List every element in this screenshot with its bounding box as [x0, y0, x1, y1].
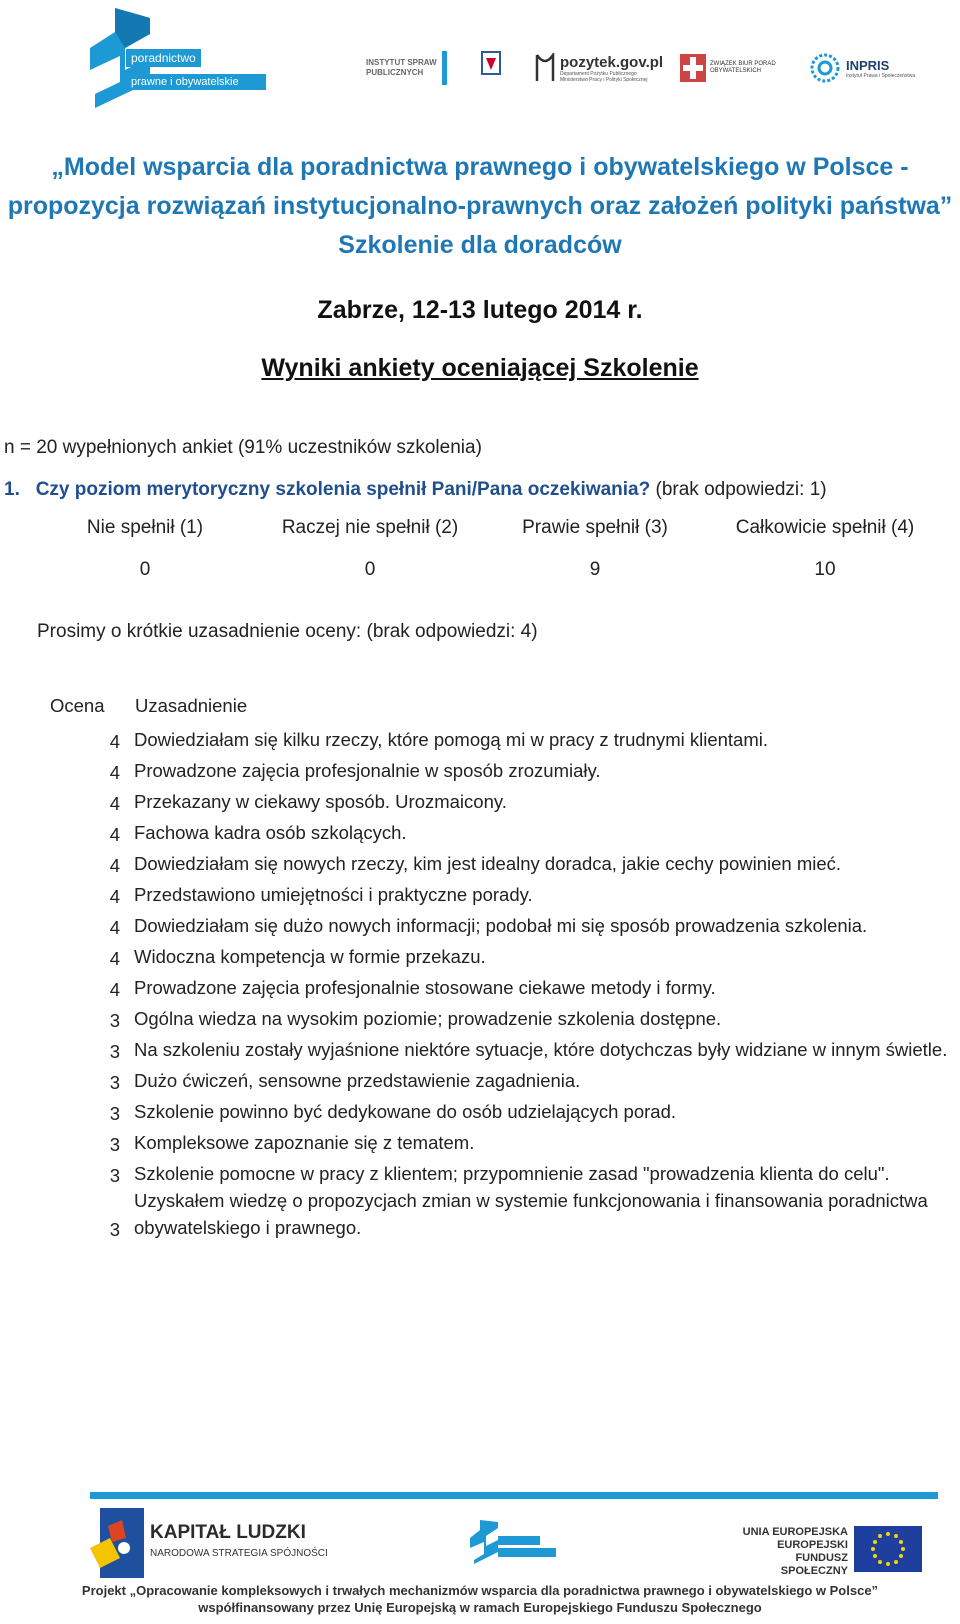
- footer-logos: [90, 1500, 938, 1580]
- answer-score: 3: [109, 1103, 120, 1124]
- table-row: [44, 1156, 954, 1187]
- question-1: [4, 479, 827, 501]
- table-row: [44, 1032, 954, 1063]
- header-score: Ocena: [50, 695, 105, 716]
- scale-label-2: Raczej nie spełnił (2): [281, 517, 459, 538]
- ministry-emblem-icon: [476, 48, 516, 88]
- table-row: [44, 908, 954, 939]
- answer-score: 4: [109, 855, 120, 876]
- answer-reason: Na szkoleniu zostały wyjaśnione niektóre sytuacje, które dotychczas były widziane w innym świetle.: [134, 1039, 948, 1060]
- document-title-line3: Szkolenie dla doradców: [338, 231, 622, 259]
- scale-value-2: 0: [364, 559, 376, 580]
- scale-label-4: Całkowicie spełnił (4): [735, 517, 915, 538]
- table-row: [44, 877, 954, 908]
- answer-score: 4: [109, 731, 120, 752]
- partner-logo-inpris: INPRIS Instytut Prawa i Społeczeństwa: [808, 48, 928, 88]
- answer-score: 4: [109, 948, 120, 969]
- logo-text-line1: poradnictwo: [126, 49, 201, 67]
- answer-reason: Szkolenie powinno być dedykowane do osób udzielających porad.: [134, 1101, 676, 1122]
- answer-score: 3: [109, 1072, 120, 1093]
- isp-bar-icon: [442, 51, 447, 85]
- question-number: 1.: [4, 479, 20, 500]
- inpris-sun-icon: [808, 51, 842, 85]
- footer-project-line2: współfinansowany przez Unię Europejską w ramach Europejskiego Funduszu Społecznego: [198, 1600, 762, 1615]
- answer-score: 3: [109, 1219, 120, 1240]
- eu-line1: UNIA EUROPEJSKA: [742, 1526, 848, 1538]
- eu-line2: EUROPEJSKI: [777, 1539, 848, 1551]
- table-row: [44, 970, 954, 1001]
- answer-reason: Dużo ćwiczeń, sensowne przedstawienie zagadnienia.: [134, 1070, 581, 1091]
- place-date: Zabrze, 12-13 lutego 2014 r.: [317, 296, 643, 324]
- table-row: [44, 753, 954, 784]
- answer-reason: Prowadzone zajęcia profesjonalnie stosowane ciekawe metody i formy.: [134, 977, 716, 998]
- answer-reason: Szkolenie pomocne w pracy z klientem; przypomnienie zasad "prowadzenia klienta do celu".: [134, 1163, 890, 1184]
- answer-score: 4: [109, 979, 120, 1000]
- scale-value-4: 10: [814, 559, 836, 580]
- footer-project-text: [0, 1582, 960, 1616]
- table-row: [44, 939, 954, 970]
- partner-logo-pozytek: pozytek.gov.pl Departament Pożytku Publicznego Ministerstwo Pracy i Polityki Społecznej: [534, 48, 664, 88]
- answer-reason: Dowiedziałam się dużo nowych informacji; podobał mi się sposób prowadzenia szkolenia.: [134, 915, 868, 936]
- eu-line3: FUNDUSZ SPOŁECZNY: [780, 1552, 848, 1577]
- answer-reason: Kompleksowe zapoznanie się z tematem.: [134, 1132, 475, 1153]
- justification-prompt: Prosimy o krótkie uzasadnienie oceny: (brak odpowiedzi: 4): [37, 621, 538, 642]
- answer-score: 4: [109, 886, 120, 907]
- answer-reason: Dowiedziałam się kilku rzeczy, które pomogą mi w pracy z trudnymi klientami.: [134, 729, 768, 750]
- answer-score: 3: [109, 1010, 120, 1031]
- kl-subtitle: NARODOWA STRATEGIA SPÓJNOŚCI: [150, 1548, 328, 1559]
- table-row: [44, 784, 954, 815]
- answer-score: 4: [109, 762, 120, 783]
- answer-score: 4: [109, 917, 120, 938]
- answer-score: 3: [109, 1134, 120, 1155]
- answer-score: 4: [109, 824, 120, 845]
- table-row: [44, 1001, 954, 1032]
- table-row: [44, 1063, 954, 1094]
- answer-reason: Widoczna kompetencja w formie przekazu.: [134, 946, 486, 967]
- eu-text: [730, 1526, 848, 1578]
- footer-divider: [90, 1492, 938, 1499]
- document-title-line2: propozycja rozwiązań instytucjonalno-prawnych oraz założeń polityki państwa”: [7, 192, 953, 220]
- scale-value-1: 0: [139, 559, 151, 580]
- results-heading-wrap: [0, 354, 960, 383]
- answer-reason: Uzyskałem wiedzę o propozycjach zmian w systemie funkcjonowania i finansowania poradnictwa obywatelskiego i prawnego.: [134, 1190, 928, 1238]
- answer-score: 4: [109, 793, 120, 814]
- answer-reason: Prowadzone zajęcia profesjonalnie w sposób zrozumiały.: [134, 760, 601, 781]
- answer-score: 3: [109, 1041, 120, 1062]
- document-title-line1: „Model wsparcia dla poradnictwa prawnego i obywatelskiego w Polsce -: [51, 153, 909, 181]
- table-row: [44, 1125, 954, 1156]
- table-row: [44, 846, 954, 877]
- sample-info: n = 20 wypełnionych ankiet (91% uczestników szkolenia): [4, 437, 482, 458]
- table-row: [44, 722, 954, 753]
- results-heading: Wyniki ankiety oceniającej Szkolenie: [261, 354, 699, 382]
- table-row: [44, 1187, 954, 1241]
- scale-label-1: Nie spełnił (1): [86, 517, 204, 538]
- answers-table: [44, 690, 954, 1241]
- answer-reason: Fachowa kadra osób szkolących.: [134, 822, 407, 843]
- kapital-ludzki-icon: [90, 1508, 144, 1578]
- answer-reason: Przekazany w ciekawy sposób. Urozmaicony.: [134, 791, 507, 812]
- partner-logo-isp: INSTYTUT SPRAW PUBLICZNYCH: [366, 48, 456, 88]
- partner-logo-zbpo: ZWIĄZEK BIUR PORAD OBYWATELSKICH: [680, 48, 790, 88]
- pozytek-icon: [534, 53, 556, 83]
- scale-label-3: Prawie spełnił (3): [522, 517, 668, 538]
- question-no-answer: (brak odpowiedzi: 1): [655, 479, 827, 500]
- table-row: [44, 1094, 954, 1125]
- answer-reason: Przedstawiono umiejętności i praktyczne porady.: [134, 884, 533, 905]
- footer-project-line1: Projekt „Opracowanie kompleksowych i trwałych mechanizmów wsparcia dla poradnictwa prawnego i obywatelskiego w Polsce”: [81, 1583, 879, 1598]
- table-row: [44, 815, 954, 846]
- poradnictwo-logo: [70, 4, 285, 112]
- logo-text-line2: prawne i obywatelskie: [126, 74, 266, 90]
- kl-title: KAPITAŁ LUDZKI: [150, 1522, 306, 1543]
- zbpo-cross-icon: [680, 54, 706, 82]
- scale-value-3: 9: [589, 559, 601, 580]
- answer-score: 3: [109, 1165, 120, 1186]
- question-text: Czy poziom merytoryczny szkolenia spełnił Pani/Pana oczekiwania?: [35, 479, 651, 500]
- poradnictwo-small-logo-icon: [468, 1518, 560, 1564]
- eu-flag-icon: [854, 1526, 922, 1572]
- answers-body: [44, 722, 954, 1241]
- header-reason: Uzasadnienie: [135, 695, 248, 716]
- answer-reason: Ogólna wiedza na wysokim poziomie; prowadzenie szkolenia dostępne.: [134, 1008, 722, 1029]
- table-header-row: [44, 690, 954, 722]
- answer-reason: Dowiedziałam się nowych rzeczy, kim jest idealny doradca, jakie cechy powinien mieć.: [134, 853, 842, 874]
